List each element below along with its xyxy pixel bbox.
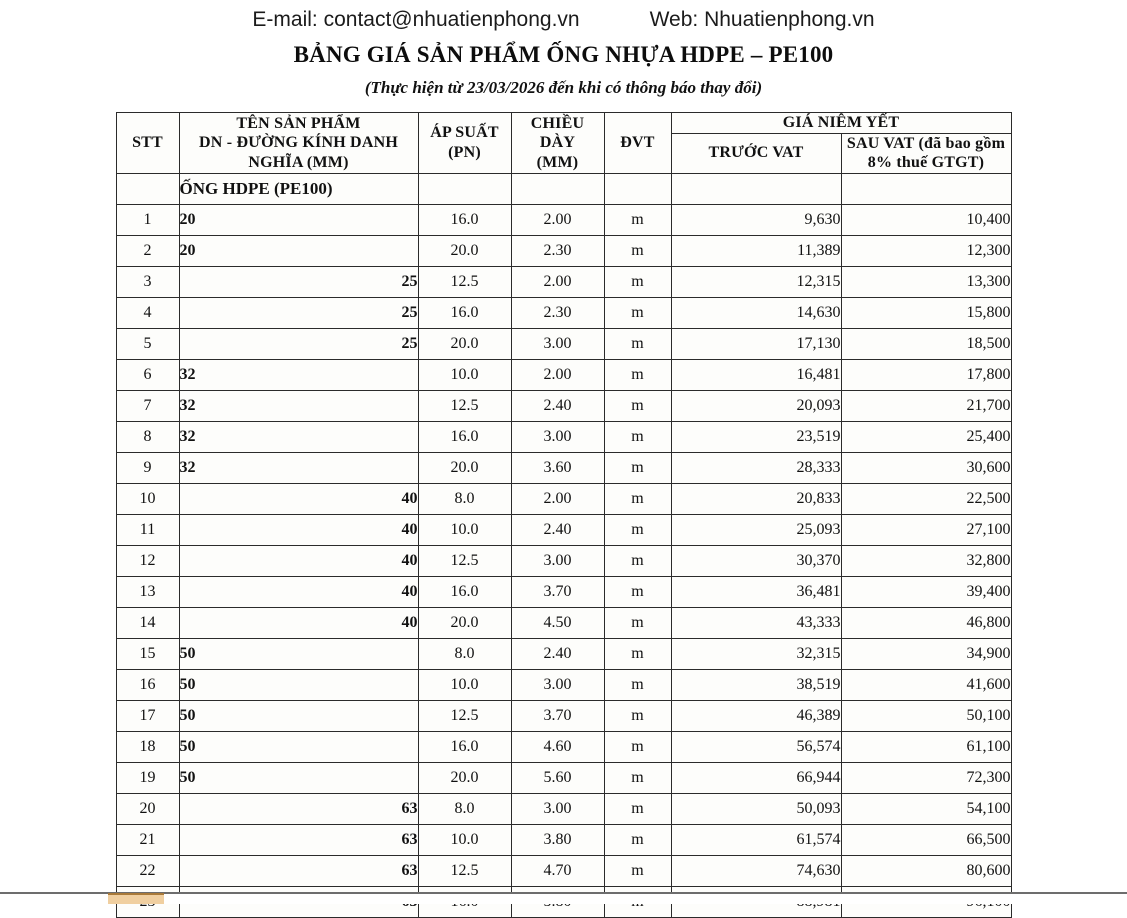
cell-pressure: 16.0 bbox=[418, 421, 511, 452]
cell-before-vat: 12,315 bbox=[671, 266, 841, 297]
col-header-thickness-line1: CHIỀU bbox=[530, 114, 585, 132]
cell-thickness: 2.40 bbox=[511, 390, 604, 421]
cell-thickness: 2.30 bbox=[511, 235, 604, 266]
cell-unit: m bbox=[604, 731, 671, 762]
cell-before-vat: 36,481 bbox=[671, 576, 841, 607]
cell-before-vat: 74,630 bbox=[671, 855, 841, 886]
col-header-pressure bbox=[418, 113, 511, 174]
cell-product-name: 50 bbox=[179, 669, 418, 700]
cell-stt: 12 bbox=[116, 545, 179, 576]
table-section-row bbox=[116, 173, 1011, 204]
cell-product-name: 20 bbox=[179, 204, 418, 235]
cell-stt: 2 bbox=[116, 235, 179, 266]
cell-product-name: 63 bbox=[179, 793, 418, 824]
cell-pressure: 20.0 bbox=[418, 235, 511, 266]
col-header-product-name-line2: DN - ĐƯỜNG KÍNH DANH bbox=[199, 134, 398, 152]
cell-after-vat: 72,300 bbox=[841, 762, 1011, 793]
cell-before-vat: 20,833 bbox=[671, 483, 841, 514]
cell-thickness: 4.70 bbox=[511, 855, 604, 886]
price-table bbox=[116, 112, 1012, 918]
cell-stt: 19 bbox=[116, 762, 179, 793]
cell-stt: 16 bbox=[116, 669, 179, 700]
cell-unit: m bbox=[604, 204, 671, 235]
cell-unit: m bbox=[604, 824, 671, 855]
section-pn bbox=[418, 173, 511, 204]
website-text: Web: Nhuatienphong.vn bbox=[649, 8, 875, 31]
cell-product-name: 32 bbox=[179, 359, 418, 390]
cell-before-vat: 46,389 bbox=[671, 700, 841, 731]
cell-product-name: 25 bbox=[179, 297, 418, 328]
cell-product-name: 50 bbox=[179, 731, 418, 762]
cell-before-vat: 66,944 bbox=[671, 762, 841, 793]
cell-after-vat: 54,100 bbox=[841, 793, 1011, 824]
cell-pressure: 8.0 bbox=[418, 483, 511, 514]
col-header-thickness bbox=[511, 113, 604, 174]
cell-pressure: 10.0 bbox=[418, 359, 511, 390]
cell-unit: m bbox=[604, 483, 671, 514]
table-row bbox=[116, 607, 1011, 638]
cell-pressure: 8.0 bbox=[418, 793, 511, 824]
footer-rule bbox=[0, 892, 1127, 904]
cell-stt: 22 bbox=[116, 855, 179, 886]
table-row bbox=[116, 421, 1011, 452]
table-row bbox=[116, 731, 1011, 762]
cell-unit: m bbox=[604, 514, 671, 545]
cell-after-vat: 15,800 bbox=[841, 297, 1011, 328]
cell-after-vat: 32,800 bbox=[841, 545, 1011, 576]
col-header-thickness-line2: DÀY bbox=[539, 134, 576, 152]
section-title: ỐNG HDPE (PE100) bbox=[179, 173, 418, 204]
col-header-product-name-line1: TÊN SẢN PHẨM bbox=[236, 114, 361, 132]
table-row bbox=[116, 576, 1011, 607]
cell-pressure: 12.5 bbox=[418, 855, 511, 886]
cell-stt: 18 bbox=[116, 731, 179, 762]
table-row bbox=[116, 452, 1011, 483]
cell-thickness: 3.00 bbox=[511, 669, 604, 700]
cell-unit: m bbox=[604, 855, 671, 886]
cell-pressure: 20.0 bbox=[418, 328, 511, 359]
cell-before-vat: 28,333 bbox=[671, 452, 841, 483]
cell-thickness: 5.60 bbox=[511, 762, 604, 793]
cell-thickness: 3.00 bbox=[511, 793, 604, 824]
cell-thickness: 3.00 bbox=[511, 421, 604, 452]
page-subtitle: (Thực hiện từ 23/03/2026 đến khi có thông báo thay đổi) bbox=[364, 78, 763, 97]
footer-mark bbox=[108, 893, 164, 904]
cell-product-name: 20 bbox=[179, 235, 418, 266]
cell-stt: 1 bbox=[116, 204, 179, 235]
cell-stt: 4 bbox=[116, 297, 179, 328]
cell-product-name: 40 bbox=[179, 514, 418, 545]
cell-after-vat: 80,600 bbox=[841, 855, 1011, 886]
cell-stt: 7 bbox=[116, 390, 179, 421]
cell-before-vat: 30,370 bbox=[671, 545, 841, 576]
cell-stt: 17 bbox=[116, 700, 179, 731]
cell-stt: 20 bbox=[116, 793, 179, 824]
cell-product-name: 40 bbox=[179, 607, 418, 638]
cell-stt: 14 bbox=[116, 607, 179, 638]
cell-after-vat: 25,400 bbox=[841, 421, 1011, 452]
cell-after-vat: 12,300 bbox=[841, 235, 1011, 266]
cell-unit: m bbox=[604, 638, 671, 669]
cell-after-vat: 61,100 bbox=[841, 731, 1011, 762]
table-row bbox=[116, 824, 1011, 855]
cell-thickness: 3.00 bbox=[511, 328, 604, 359]
cell-thickness: 3.70 bbox=[511, 576, 604, 607]
cell-product-name: 25 bbox=[179, 328, 418, 359]
col-header-pressure-line1: ÁP SUẤT bbox=[430, 124, 499, 142]
cell-before-vat: 16,481 bbox=[671, 359, 841, 390]
cell-unit: m bbox=[604, 669, 671, 700]
section-after-vat bbox=[841, 173, 1011, 204]
cell-pressure: 20.0 bbox=[418, 452, 511, 483]
cell-thickness: 2.00 bbox=[511, 204, 604, 235]
cell-stt: 13 bbox=[116, 576, 179, 607]
cell-unit: m bbox=[604, 266, 671, 297]
cell-before-vat: 32,315 bbox=[671, 638, 841, 669]
cell-after-vat: 41,600 bbox=[841, 669, 1011, 700]
cell-stt: 5 bbox=[116, 328, 179, 359]
cell-pressure: 10.0 bbox=[418, 669, 511, 700]
cell-before-vat: 43,333 bbox=[671, 607, 841, 638]
cell-stt: 6 bbox=[116, 359, 179, 390]
section-before-vat bbox=[671, 173, 841, 204]
section-unit bbox=[604, 173, 671, 204]
cell-stt: 3 bbox=[116, 266, 179, 297]
cell-pressure: 20.0 bbox=[418, 607, 511, 638]
header-row-1 bbox=[116, 113, 1011, 134]
col-header-price-group: GIÁ NIÊM YẾT bbox=[671, 113, 1011, 134]
cell-unit: m bbox=[604, 793, 671, 824]
cell-before-vat: 61,574 bbox=[671, 824, 841, 855]
table-row bbox=[116, 762, 1011, 793]
cell-product-name: 32 bbox=[179, 452, 418, 483]
cell-pressure: 20.0 bbox=[418, 762, 511, 793]
email-text: E-mail: contact@nhuatienphong.vn bbox=[252, 8, 580, 31]
cell-thickness: 4.60 bbox=[511, 731, 604, 762]
cell-pressure: 16.0 bbox=[418, 297, 511, 328]
cell-unit: m bbox=[604, 700, 671, 731]
cell-thickness: 4.50 bbox=[511, 607, 604, 638]
table-row bbox=[116, 514, 1011, 545]
table-row bbox=[116, 297, 1011, 328]
cell-unit: m bbox=[604, 235, 671, 266]
cell-after-vat: 30,600 bbox=[841, 452, 1011, 483]
table-row bbox=[116, 359, 1011, 390]
table-row bbox=[116, 793, 1011, 824]
cell-product-name: 50 bbox=[179, 700, 418, 731]
cell-product-name: 40 bbox=[179, 545, 418, 576]
cell-after-vat: 27,100 bbox=[841, 514, 1011, 545]
cell-before-vat: 20,093 bbox=[671, 390, 841, 421]
cell-product-name: 63 bbox=[179, 824, 418, 855]
cell-pressure: 8.0 bbox=[418, 638, 511, 669]
cell-stt: 9 bbox=[116, 452, 179, 483]
table-row bbox=[116, 855, 1011, 886]
cell-product-name: 50 bbox=[179, 638, 418, 669]
cell-thickness: 2.00 bbox=[511, 359, 604, 390]
cell-product-name: 32 bbox=[179, 390, 418, 421]
cell-product-name: 40 bbox=[179, 576, 418, 607]
cell-unit: m bbox=[604, 328, 671, 359]
cell-after-vat: 46,800 bbox=[841, 607, 1011, 638]
cell-after-vat: 18,500 bbox=[841, 328, 1011, 359]
col-header-product-name-line3: NGHĨA (MM) bbox=[248, 153, 349, 171]
cell-before-vat: 9,630 bbox=[671, 204, 841, 235]
cell-product-name: 40 bbox=[179, 483, 418, 514]
cell-thickness: 2.30 bbox=[511, 297, 604, 328]
table-row bbox=[116, 328, 1011, 359]
cell-before-vat: 38,519 bbox=[671, 669, 841, 700]
cell-before-vat: 11,389 bbox=[671, 235, 841, 266]
cell-before-vat: 50,093 bbox=[671, 793, 841, 824]
cell-after-vat: 21,700 bbox=[841, 390, 1011, 421]
col-header-thickness-line3: (MM) bbox=[536, 153, 579, 171]
cell-thickness: 2.00 bbox=[511, 266, 604, 297]
cell-thickness: 3.60 bbox=[511, 452, 604, 483]
cell-before-vat: 56,574 bbox=[671, 731, 841, 762]
cell-unit: m bbox=[604, 762, 671, 793]
col-header-stt: STT bbox=[116, 113, 179, 174]
col-header-pressure-line2: (PN) bbox=[448, 143, 481, 161]
cell-pressure: 12.5 bbox=[418, 700, 511, 731]
cell-after-vat: 39,400 bbox=[841, 576, 1011, 607]
cell-after-vat: 22,500 bbox=[841, 483, 1011, 514]
cell-thickness: 2.40 bbox=[511, 638, 604, 669]
table-head bbox=[116, 113, 1011, 174]
cell-stt: 8 bbox=[116, 421, 179, 452]
cell-pressure: 12.5 bbox=[418, 390, 511, 421]
cell-stt: 10 bbox=[116, 483, 179, 514]
cell-before-vat: 23,519 bbox=[671, 421, 841, 452]
cell-product-name: 63 bbox=[179, 855, 418, 886]
cell-unit: m bbox=[604, 452, 671, 483]
price-table-container bbox=[116, 112, 1012, 918]
cell-pressure: 10.0 bbox=[418, 514, 511, 545]
col-header-unit: ĐVT bbox=[604, 113, 671, 174]
cell-after-vat: 34,900 bbox=[841, 638, 1011, 669]
col-header-after-vat-line2: 8% thuế GTGT) bbox=[867, 154, 985, 172]
cell-stt: 11 bbox=[116, 514, 179, 545]
table-row bbox=[116, 700, 1011, 731]
table-row bbox=[116, 669, 1011, 700]
table-row bbox=[116, 483, 1011, 514]
table-row bbox=[116, 638, 1011, 669]
contact-line bbox=[0, 0, 1127, 32]
cell-thickness: 3.80 bbox=[511, 824, 604, 855]
cell-pressure: 16.0 bbox=[418, 204, 511, 235]
cell-pressure: 16.0 bbox=[418, 731, 511, 762]
cell-pressure: 10.0 bbox=[418, 824, 511, 855]
cell-unit: m bbox=[604, 359, 671, 390]
cell-pressure: 12.5 bbox=[418, 545, 511, 576]
cell-thickness: 3.00 bbox=[511, 545, 604, 576]
cell-unit: m bbox=[604, 390, 671, 421]
table-row bbox=[116, 266, 1011, 297]
cell-before-vat: 17,130 bbox=[671, 328, 841, 359]
cell-stt: 15 bbox=[116, 638, 179, 669]
cell-unit: m bbox=[604, 576, 671, 607]
cell-after-vat: 50,100 bbox=[841, 700, 1011, 731]
cell-thickness: 2.00 bbox=[511, 483, 604, 514]
section-stt bbox=[116, 173, 179, 204]
cell-product-name: 25 bbox=[179, 266, 418, 297]
cell-after-vat: 66,500 bbox=[841, 824, 1011, 855]
cell-after-vat: 13,300 bbox=[841, 266, 1011, 297]
cell-unit: m bbox=[604, 297, 671, 328]
col-header-after-vat-line1: SAU VAT (đã bao gồm bbox=[846, 134, 1006, 152]
table-row bbox=[116, 545, 1011, 576]
cell-before-vat: 14,630 bbox=[671, 297, 841, 328]
cell-product-name: 50 bbox=[179, 762, 418, 793]
cell-thickness: 2.40 bbox=[511, 514, 604, 545]
cell-product-name: 32 bbox=[179, 421, 418, 452]
cell-unit: m bbox=[604, 421, 671, 452]
cell-thickness: 3.70 bbox=[511, 700, 604, 731]
cell-pressure: 12.5 bbox=[418, 266, 511, 297]
table-row bbox=[116, 390, 1011, 421]
table-body bbox=[116, 173, 1011, 917]
cell-before-vat: 25,093 bbox=[671, 514, 841, 545]
page-title: BẢNG GIÁ SẢN PHẨM ỐNG NHỰA HDPE – PE100 bbox=[293, 42, 834, 67]
cell-after-vat: 17,800 bbox=[841, 359, 1011, 390]
cell-stt: 21 bbox=[116, 824, 179, 855]
col-header-before-vat: TRƯỚC VAT bbox=[671, 133, 841, 173]
table-row bbox=[116, 204, 1011, 235]
cell-unit: m bbox=[604, 607, 671, 638]
cell-pressure: 16.0 bbox=[418, 576, 511, 607]
col-header-product-name bbox=[179, 113, 418, 174]
table-row bbox=[116, 235, 1011, 266]
cell-unit: m bbox=[604, 545, 671, 576]
section-thickness bbox=[511, 173, 604, 204]
col-header-after-vat bbox=[841, 133, 1011, 173]
cell-after-vat: 10,400 bbox=[841, 204, 1011, 235]
